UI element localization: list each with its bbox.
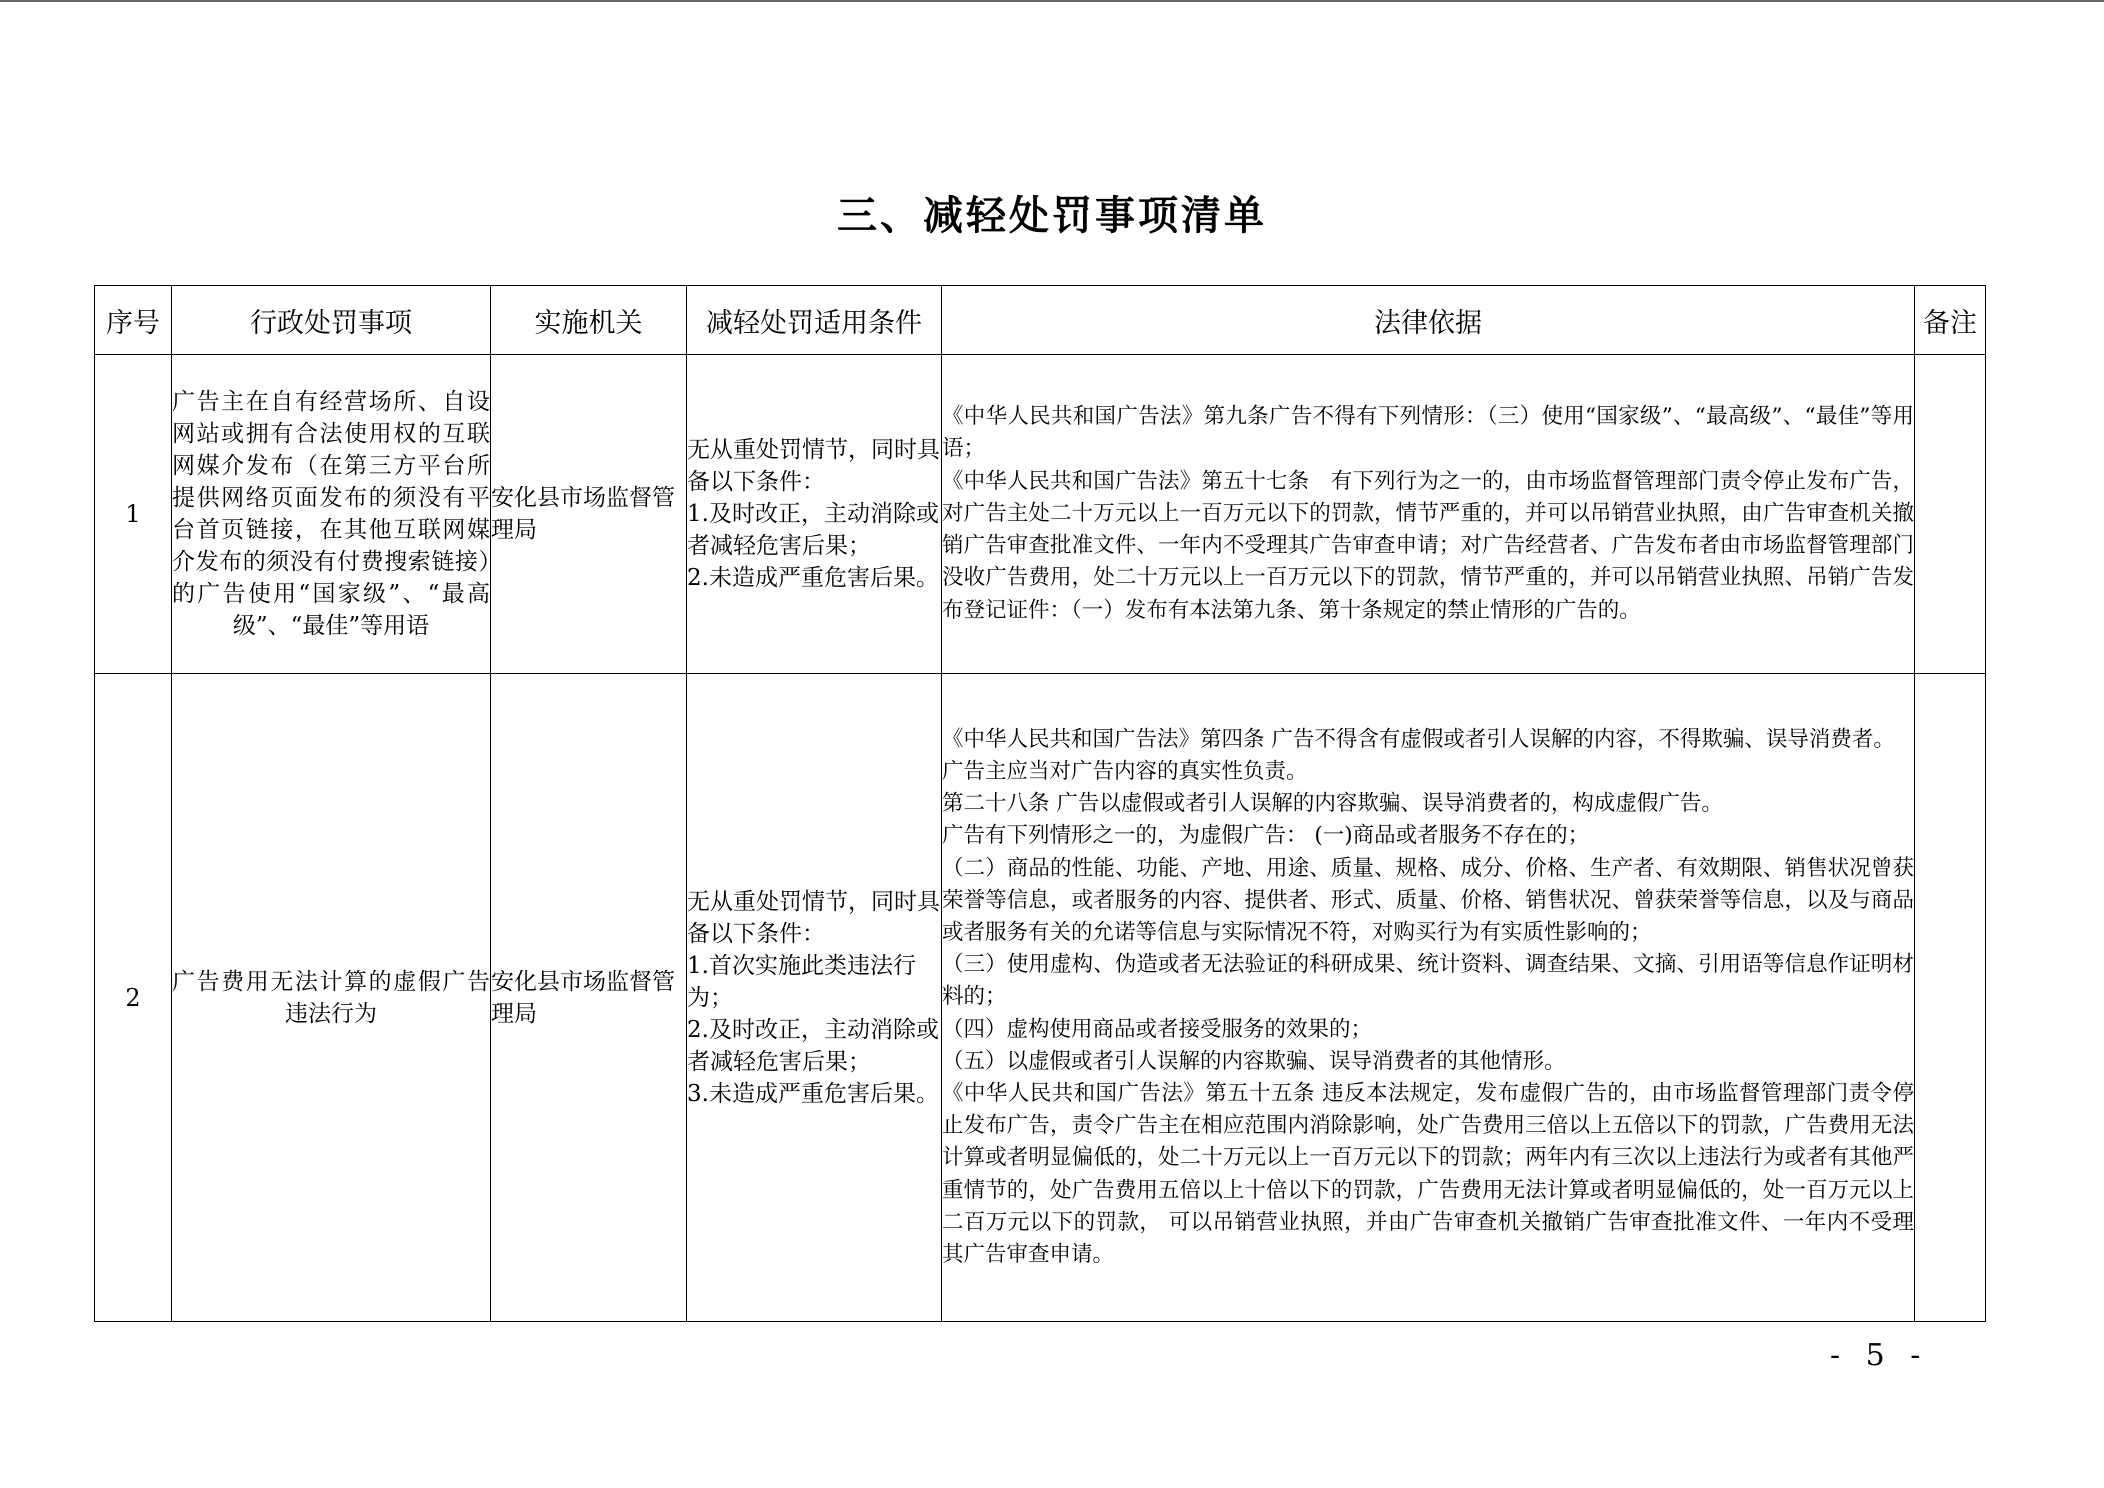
- top-border-line: [0, 0, 2104, 2]
- basis-paragraph: 第二十八条 广告以虚假或者引人误解的内容欺骗、误导消费者的，构成虚假广告。: [942, 791, 1723, 817]
- condition-line: 无从重处罚情节，同时具备以下条件：: [687, 437, 940, 495]
- enforcement-agency: 安化县市场监督管理局: [491, 355, 687, 674]
- basis-paragraph: （二）商品的性能、功能、产地、用途、质量、规格、成分、价格、生产者、有效期限、销售状况曾获荣誉等信息，或者服务的内容、提供者、形式、质量、价格、销售状况、曾获荣誉等信息，以及与商品或者服务有关的允诺等信息与实际情况不符，对购买行为有实质性影响的；: [942, 855, 1914, 945]
- basis-paragraph: 广告主应当对广告内容的真实性负责。: [942, 758, 1308, 784]
- row-number: 2: [95, 674, 172, 1322]
- basis-paragraph: 《中华人民共和国广告法》第九条广告不得有下列情形：（三）使用“国家级”、“最高级”、“最佳”等用语；: [942, 404, 1914, 462]
- header-agency: 实施机关: [491, 286, 687, 355]
- header-item: 行政处罚事项: [172, 286, 491, 355]
- table-row: [95, 355, 1986, 674]
- condition-line: 3.未造成严重危害后果。: [687, 1080, 939, 1107]
- basis-paragraph: 广告有下列情形之一的，为虚假广告： (一)商品或者服务不存在的；: [942, 823, 1590, 849]
- basis-paragraph: 《中华人民共和国广告法》第四条 广告不得含有虚假或者引人误解的内容，不得欺骗、误导消费者。: [942, 726, 1895, 752]
- condition-line: 无从重处罚情节，同时具备以下条件：: [687, 888, 940, 947]
- basis-paragraph: （三）使用虚构、伪造或者无法验证的科研成果、统计资料、调查结果、文摘、引用语等信息作证明材料的；: [942, 952, 1914, 1010]
- remarks: [1915, 355, 1986, 674]
- condition-line: 1.首次实施此类违法行为；: [687, 952, 916, 1011]
- legal-basis: [942, 355, 1915, 674]
- header-basis: 法律依据: [942, 286, 1915, 355]
- legal-basis: [942, 674, 1915, 1322]
- penalty-item: 广告费用无法计算的虚假广告违法行为: [172, 674, 491, 1322]
- row-number: 1: [95, 355, 172, 674]
- condition-line: 2.及时改正，主动消除或者减轻危害后果；: [687, 1016, 939, 1075]
- enforcement-agency: 安化县市场监督管理局: [491, 674, 687, 1322]
- header-note: 备注: [1915, 286, 1986, 355]
- table-row: [95, 674, 1986, 1322]
- header-conditions: 减轻处罚适用条件: [687, 286, 942, 355]
- basis-paragraph: 《中华人民共和国广告法》第五十五条 违反本法规定，发布虚假广告的，由市场监督管理部门责令停止发布广告，责令广告主在相应范围内消除影响，处广告费用三倍以上五倍以下的罚款，广告费用无法计算或者明显偏低的，处二十万元以上一百万元以下的罚款；两年内有三次以上违法行为或者有其他严重情节的，处广告费用五倍以上十倍以下的罚款，广告费用无法计算或者明显偏低的，处一百万元以上二百万元以下的罚款， 可以吊销营业执照，并由广告审查机关撤销广告审查批准文件、一年内不受理其广告审查申请。: [942, 1081, 1914, 1268]
- table-header-row: [95, 286, 1986, 355]
- condition-line: 2.未造成严重危害后果。: [687, 565, 939, 591]
- basis-paragraph: （四）虚构使用商品或者接受服务的效果的；: [942, 1016, 1373, 1042]
- page-number: - 5 -: [1830, 1338, 1929, 1373]
- condition-line: 1.及时改正，主动消除或者减轻危害后果；: [687, 501, 939, 559]
- basis-paragraph: （五）以虚假或者引人误解的内容欺骗、误导消费者的其他情形。: [942, 1048, 1566, 1074]
- basis-paragraph: 《中华人民共和国广告法》第五十七条 有下列行为之一的，由市场监督管理部门责令停止发布广告，对广告主处二十万元以上一百万元以下的罚款，情节严重的，并可以吊销营业执照，由广告审查机关撤销广告审查批准文件、一年内不受理其广告审查申请；对广告经营者、广告发布者由市场监督管理部门没收广告费用，处二十万元以上一百万元以下的罚款，情节严重的，并可以吊销营业执照、吊销广告发布登记证件：（一）发布有本法第九条、第十条规定的禁止情形的广告的。: [942, 468, 1914, 623]
- penalty-item: 广告主在自有经营场所、自设网站或拥有合法使用权的互联网媒介发布（在第三方平台所提供网络页面发布的须没有平台首页链接，在其他互联网媒介发布的须没有付费搜索链接）的广告使用“国家级”、“最高级”、“最佳”等用语: [172, 355, 491, 674]
- mitigation-conditions: [687, 674, 942, 1322]
- mitigated-penalty-table: [94, 285, 1986, 1322]
- mitigation-conditions: [687, 355, 942, 674]
- header-no: 序号: [95, 286, 172, 355]
- remarks: [1915, 674, 1986, 1322]
- page-title: 三、减轻处罚事项清单: [837, 193, 1267, 239]
